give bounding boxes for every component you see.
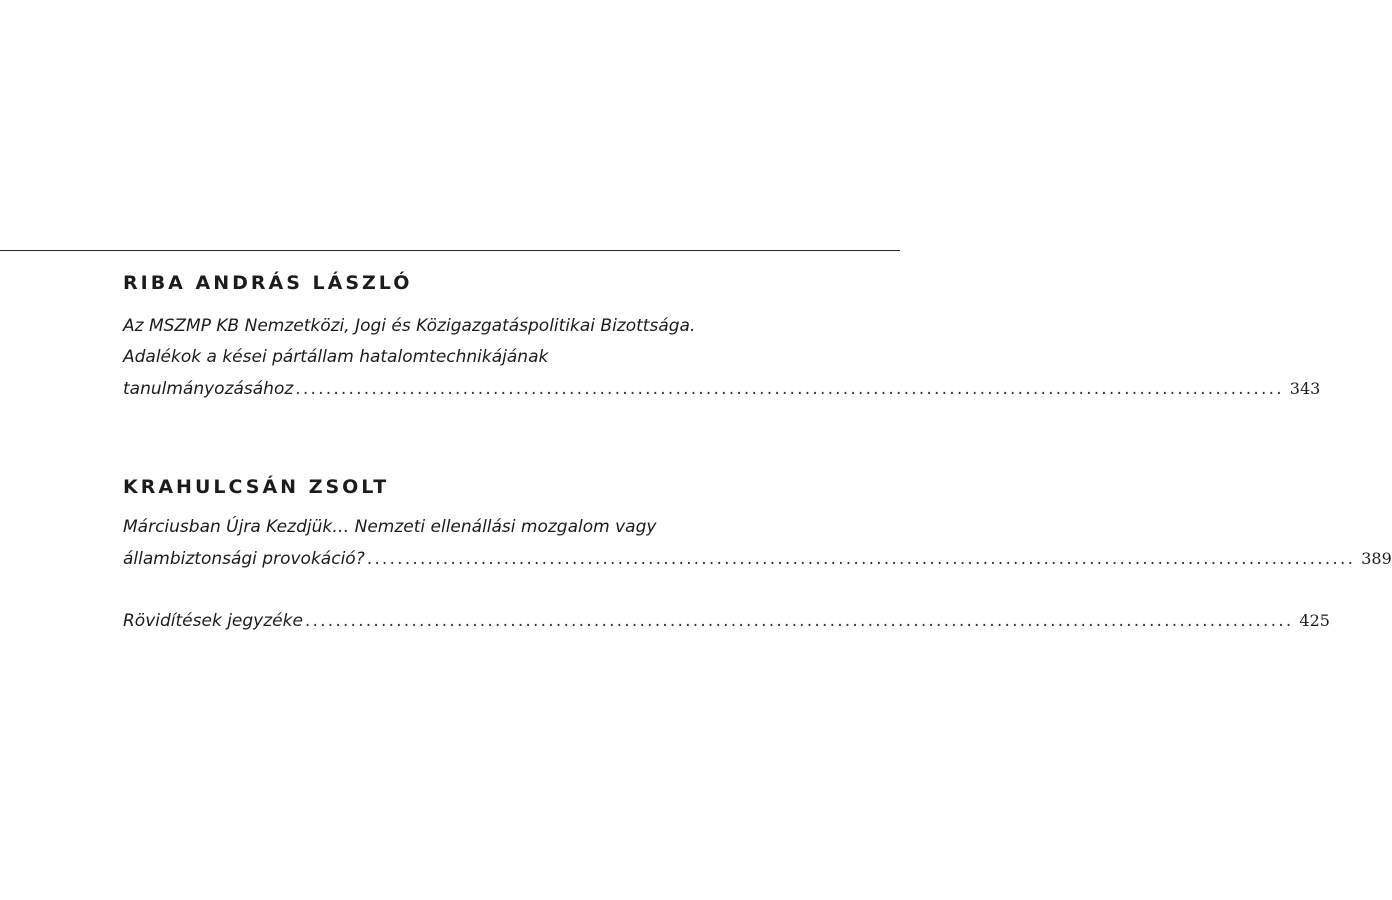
author-heading-krahulcsan: KRAHULCSÁN ZSOLT — [123, 476, 390, 498]
entry-title-last-line — [123, 605, 1330, 636]
entry-title-line-2: állambiztonsági provokáció? — [123, 549, 365, 569]
page-number: 425 — [1299, 611, 1330, 630]
entry-title-last-line — [123, 373, 1321, 404]
entry-title-abbreviations: Rövidítések jegyzéke — [123, 611, 303, 631]
entry-title-line-2: Adalékok a kései pártállam hatalomtechnikájának — [123, 347, 549, 367]
dot-leader: .................................................................................................................................. — [366, 549, 1356, 569]
page-number: 389 — [1361, 549, 1392, 568]
toc-entry-riba[interactable] — [123, 311, 1321, 404]
entry-title-line-1: Márciusban Újra Kezdjük… Nemzeti ellenállási mozgalom vagy — [123, 517, 657, 537]
dot-leader: .................................................................................................................................. — [304, 611, 1294, 631]
page-number: 343 — [1289, 379, 1321, 398]
author-heading-riba: RIBA ANDRÁS LÁSZLÓ — [123, 272, 413, 294]
top-divider-line — [0, 250, 900, 251]
entry-title-line-3: tanulmányozásához — [123, 379, 294, 399]
dot-leader: .................................................................................................................................. — [295, 379, 1284, 399]
toc-entry-krahulcsan[interactable] — [123, 512, 1392, 574]
entry-title-last-line — [123, 543, 1392, 574]
entry-title-line-1: Az MSZMP KB Nemzetközi, Jogi és Közigazgatáspolitikai Bizottsága. — [123, 316, 696, 336]
toc-entry-abbreviations[interactable] — [123, 605, 1330, 636]
